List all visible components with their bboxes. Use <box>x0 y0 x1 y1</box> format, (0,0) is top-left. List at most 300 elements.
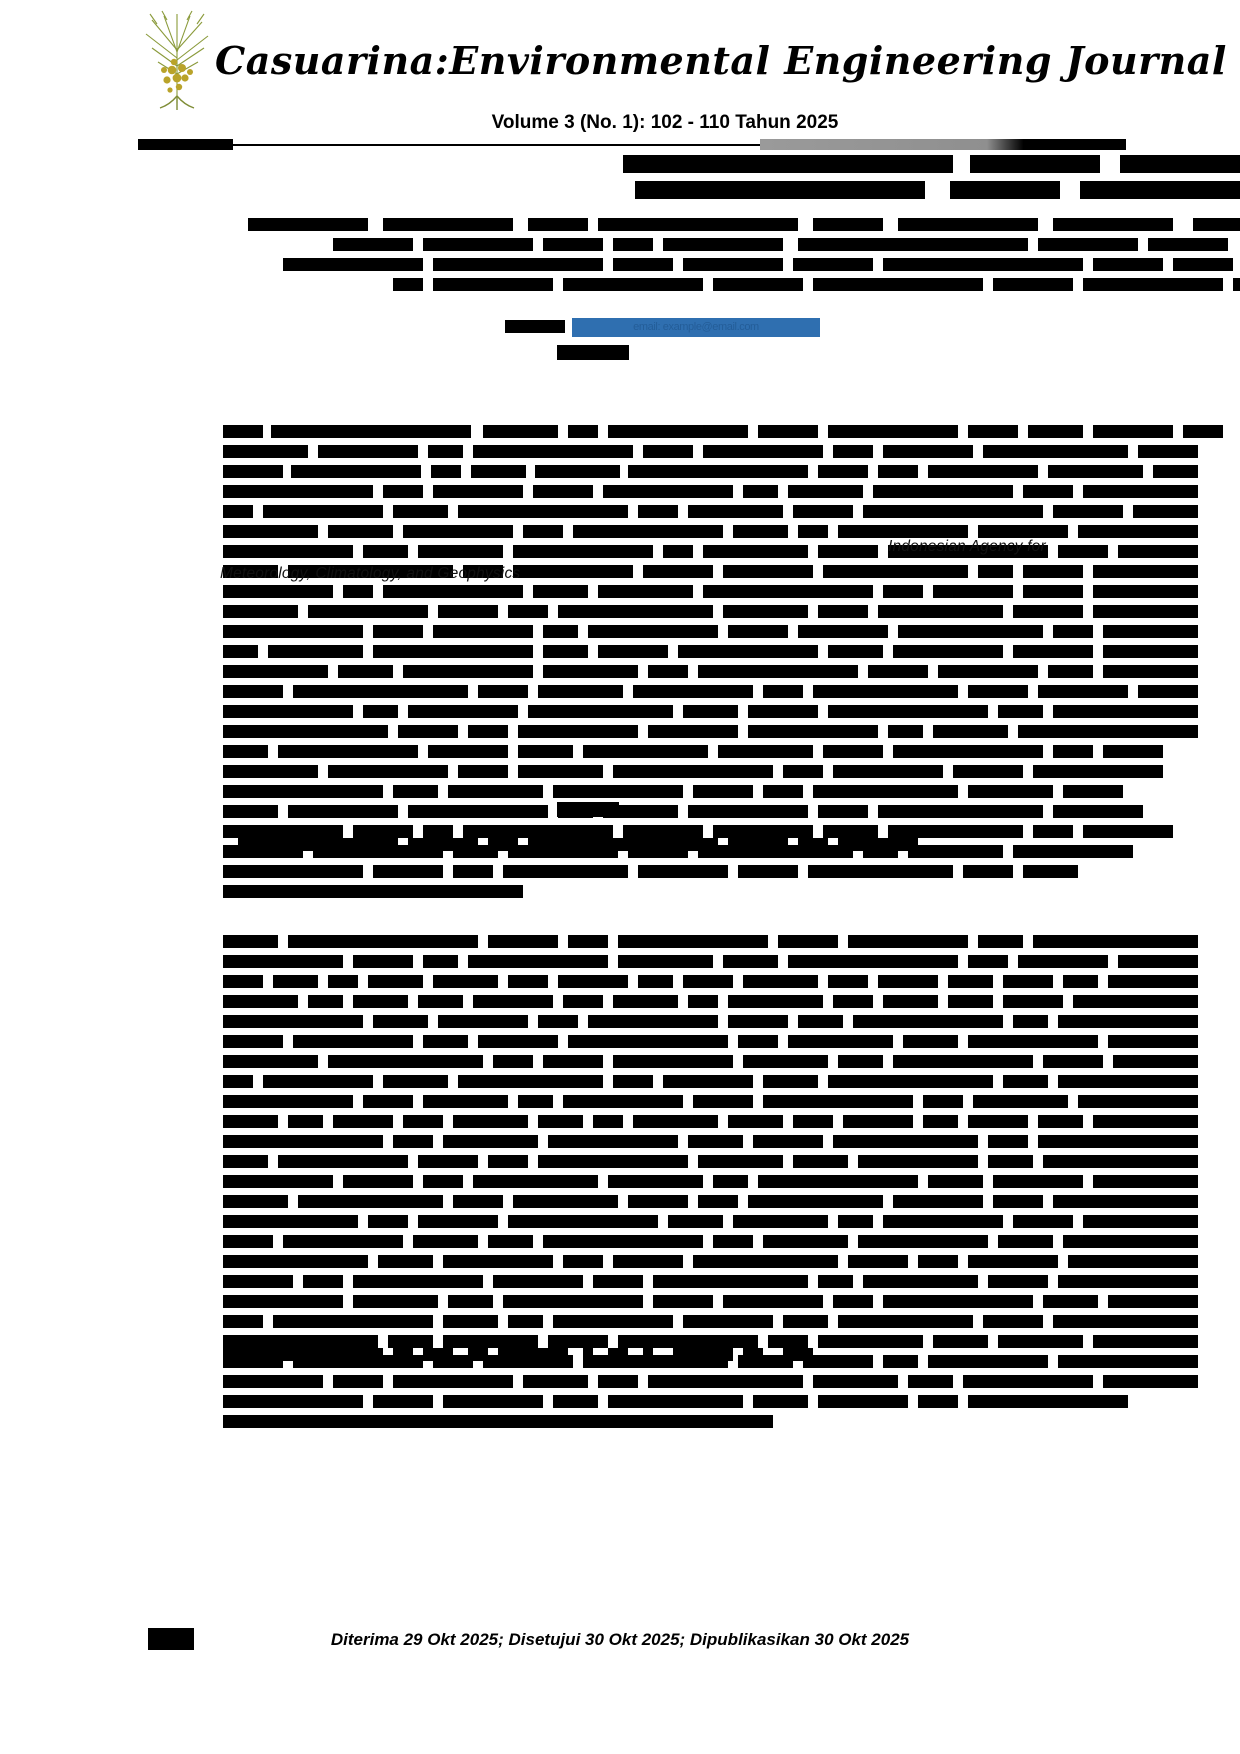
redacted-word <box>1038 238 1138 251</box>
redacted-word <box>723 955 778 968</box>
redacted-word <box>623 155 953 173</box>
redacted-word <box>543 238 603 251</box>
redacted-word <box>748 705 818 718</box>
redacted-word <box>613 1255 683 1268</box>
redacted-word <box>223 995 298 1008</box>
redacted-line <box>223 1395 1088 1408</box>
redacted-word <box>598 1375 638 1388</box>
redacted-word <box>535 465 620 478</box>
redacted-word <box>393 1135 433 1148</box>
redacted-word <box>923 1095 963 1108</box>
redacted-line <box>223 1135 1088 1148</box>
redacted-word <box>383 218 513 231</box>
redacted-word <box>613 995 678 1008</box>
redacted-line <box>223 1075 1088 1088</box>
redacted-word <box>733 525 788 538</box>
header-rule <box>0 138 1240 152</box>
redacted-word <box>423 825 453 838</box>
redacted-word <box>893 1055 1033 1068</box>
redacted-word <box>548 1335 608 1348</box>
redacted-word <box>433 975 498 988</box>
redacted-word <box>1028 425 1083 438</box>
redacted-word <box>543 1055 603 1068</box>
redacted-word <box>758 425 818 438</box>
redacted-word <box>223 1235 273 1248</box>
redacted-word <box>798 1015 843 1028</box>
redacted-word <box>223 1115 278 1128</box>
redacted-line <box>223 465 1088 478</box>
redacted-word <box>353 1295 438 1308</box>
redacted-word <box>1093 605 1198 618</box>
redacted-word <box>663 238 783 251</box>
redacted-word <box>618 935 768 948</box>
redacted-word <box>633 1115 718 1128</box>
redacted-word <box>763 785 803 798</box>
redacted-word <box>798 238 1028 251</box>
redacted-word <box>293 685 468 698</box>
redacted-word <box>833 1135 978 1148</box>
redacted-word <box>503 865 628 878</box>
redacted-word <box>970 155 1100 173</box>
redacted-line <box>223 1255 1088 1268</box>
redacted-word <box>813 1375 898 1388</box>
redacted-word <box>468 955 608 968</box>
redacted-word <box>271 425 471 438</box>
redacted-word <box>1063 785 1123 798</box>
redacted-word <box>431 465 461 478</box>
redacted-word <box>573 525 723 538</box>
redacted-word <box>1038 1135 1198 1148</box>
redacted-word <box>438 1015 528 1028</box>
redacted-word <box>813 685 958 698</box>
redacted-word <box>223 1055 318 1068</box>
redacted-word <box>433 625 533 638</box>
redacted-word <box>458 1075 603 1088</box>
redacted-line <box>223 525 1088 538</box>
redacted-word <box>223 1195 288 1208</box>
redacted-word <box>223 1315 263 1328</box>
abstract-heading <box>557 345 629 360</box>
redacted-word <box>223 665 328 678</box>
redacted-word <box>893 645 1003 658</box>
redacted-word <box>783 1315 828 1328</box>
redacted-word <box>268 645 363 658</box>
redacted-word <box>223 1095 353 1108</box>
redacted-word <box>513 565 633 578</box>
redacted-word <box>828 425 958 438</box>
redacted-word <box>353 825 413 838</box>
redacted-word <box>638 975 673 988</box>
redacted-word <box>893 745 1043 758</box>
redacted-word <box>568 935 608 948</box>
redacted-word <box>1118 955 1198 968</box>
redacted-word <box>743 485 778 498</box>
redacted-word <box>543 625 578 638</box>
redacted-word <box>788 955 958 968</box>
redacted-word <box>453 865 493 878</box>
redacted-line <box>223 645 1088 658</box>
redacted-word <box>903 1035 958 1048</box>
redacted-word <box>638 505 678 518</box>
redacted-word <box>343 585 373 598</box>
redacted-word <box>633 685 753 698</box>
redacted-line <box>238 238 1068 251</box>
redacted-word <box>968 1035 1098 1048</box>
redacted-word <box>828 975 868 988</box>
redacted-word <box>403 665 533 678</box>
publication-dates: Diterima 29 Okt 2025; Disetujui 30 Okt 2025; Dipublikasikan 30 Okt 2025 <box>330 1630 910 1649</box>
redacted-word <box>813 785 958 798</box>
redacted-word <box>1138 445 1198 458</box>
redacted-word <box>1148 238 1228 251</box>
redacted-line <box>223 1348 923 1361</box>
header-rule-left-cap <box>138 139 233 150</box>
redacted-word <box>833 445 873 458</box>
redacted-word <box>948 975 993 988</box>
redacted-word <box>423 1095 508 1108</box>
redacted-word <box>668 1215 723 1228</box>
redacted-word <box>223 975 263 988</box>
redacted-word <box>728 625 788 638</box>
redacted-word <box>1018 955 1108 968</box>
redacted-word <box>263 1075 373 1088</box>
redacted-word <box>428 445 463 458</box>
redacted-word <box>373 865 443 878</box>
redacted-word <box>873 485 1013 498</box>
redacted-word <box>728 1015 788 1028</box>
redacted-word <box>1080 181 1240 199</box>
redacted-word <box>950 181 1060 199</box>
redacted-word <box>223 1415 773 1428</box>
redacted-word <box>1003 995 1063 1008</box>
redacted-word <box>223 505 253 518</box>
redacted-word <box>648 725 738 738</box>
redacted-word <box>518 765 603 778</box>
redacted-word <box>523 1375 588 1388</box>
header-rule-gradient <box>760 139 1126 150</box>
redacted-word <box>448 785 543 798</box>
redacted-word <box>1013 1215 1073 1228</box>
redacted-word <box>983 445 1128 458</box>
redacted-word <box>423 1348 453 1361</box>
redacted-word <box>1058 1355 1198 1368</box>
redacted-word <box>223 1335 378 1348</box>
redacted-line <box>223 445 1088 458</box>
redacted-word <box>223 485 373 498</box>
redacted-word <box>968 685 1028 698</box>
redacted-line <box>223 785 1088 798</box>
redacted-word <box>223 1155 268 1168</box>
redacted-word <box>818 1335 923 1348</box>
redacted-line <box>223 505 1088 518</box>
redacted-word <box>468 1348 488 1361</box>
redacted-word <box>508 605 548 618</box>
redacted-word <box>423 1035 468 1048</box>
redacted-word <box>968 1115 1028 1128</box>
redacted-word <box>838 525 968 538</box>
redacted-line <box>223 1375 1088 1388</box>
redacted-word <box>748 1195 883 1208</box>
redacted-line <box>238 218 1068 231</box>
redacted-word <box>1023 585 1083 598</box>
redacted-word <box>828 645 883 658</box>
redacted-word <box>488 838 518 851</box>
redacted-word <box>608 1175 703 1188</box>
redacted-word <box>518 725 638 738</box>
redacted-word <box>1120 155 1240 173</box>
redacted-word <box>493 1055 533 1068</box>
redacted-word <box>833 1295 873 1308</box>
redacted-word <box>1193 218 1240 231</box>
redacted-word <box>933 725 1008 738</box>
redacted-word <box>363 545 408 558</box>
redacted-word <box>403 1115 443 1128</box>
redacted-word <box>863 1275 978 1288</box>
redacted-word <box>1033 935 1198 948</box>
redacted-word <box>223 625 363 638</box>
redacted-word <box>838 1215 873 1228</box>
redacted-word <box>738 1035 778 1048</box>
article-title <box>390 155 910 207</box>
redacted-line <box>223 1095 1088 1108</box>
redacted-line <box>223 425 1088 438</box>
abstrak-heading <box>557 802 619 817</box>
redacted-word <box>723 565 813 578</box>
redacted-word <box>713 825 813 838</box>
redacted-word <box>998 705 1043 718</box>
redacted-word <box>478 685 528 698</box>
author-email-link[interactable] <box>572 318 820 337</box>
redacted-word <box>1108 975 1198 988</box>
redacted-word <box>563 995 603 1008</box>
redacted-word <box>998 1235 1053 1248</box>
redacted-word <box>443 1135 538 1148</box>
redacted-word <box>583 1348 593 1361</box>
redacted-word <box>883 1215 1003 1228</box>
redacted-word <box>635 181 925 199</box>
redacted-word <box>693 1095 753 1108</box>
redacted-word <box>223 465 283 478</box>
redacted-word <box>733 1215 828 1228</box>
redacted-word <box>848 935 968 948</box>
redacted-word <box>438 605 498 618</box>
redacted-word <box>768 1335 808 1348</box>
redacted-word <box>223 1395 363 1408</box>
redacted-word <box>283 1235 403 1248</box>
redacted-word <box>383 585 523 598</box>
redacted-word <box>343 1175 413 1188</box>
redacted-word <box>723 605 808 618</box>
redacted-word <box>1083 1215 1198 1228</box>
redacted-word <box>823 565 968 578</box>
redacted-word <box>588 1015 718 1028</box>
redacted-word <box>1103 745 1163 758</box>
redacted-word <box>703 585 873 598</box>
redacted-word <box>713 1175 748 1188</box>
redacted-word <box>783 1348 813 1361</box>
redacted-word <box>928 1355 1048 1368</box>
redacted-line <box>223 805 1088 818</box>
redacted-word <box>223 1015 363 1028</box>
redacted-word <box>418 1215 498 1228</box>
redacted-word <box>823 825 878 838</box>
redacted-word <box>928 465 1038 478</box>
redacted-word <box>1083 825 1173 838</box>
redacted-word <box>278 745 418 758</box>
redacted-word <box>653 1295 713 1308</box>
redacted-word <box>223 955 343 968</box>
redacted-word <box>558 975 628 988</box>
redacted-word <box>613 1075 653 1088</box>
redacted-word <box>423 955 458 968</box>
redacted-word <box>538 1155 688 1168</box>
redacted-word <box>1153 465 1198 478</box>
redacted-word <box>693 785 753 798</box>
redacted-word <box>748 725 878 738</box>
redacted-word <box>508 1315 543 1328</box>
redacted-word <box>1058 1075 1198 1088</box>
visible-phrase-bmkg: Meteorology, Climatology, and Geophysics <box>220 565 521 582</box>
redacted-word <box>393 1375 513 1388</box>
redacted-word <box>938 665 1038 678</box>
redacted-line <box>223 1235 1088 1248</box>
redacted-word <box>223 765 318 778</box>
redacted-word <box>523 525 563 538</box>
redacted-word <box>743 975 818 988</box>
redacted-word <box>798 625 888 638</box>
redacted-line <box>223 1275 1088 1288</box>
redacted-word <box>528 838 718 851</box>
redacted-word <box>1043 1155 1198 1168</box>
redacted-word <box>223 1375 323 1388</box>
redacted-word <box>223 1175 333 1188</box>
redacted-word <box>443 1255 553 1268</box>
redacted-word <box>798 525 828 538</box>
redacted-word <box>513 1195 618 1208</box>
redacted-word <box>543 665 638 678</box>
redacted-word <box>643 445 693 458</box>
redacted-word <box>823 745 883 758</box>
redacted-word <box>1093 1335 1198 1348</box>
redacted-word <box>223 1075 253 1088</box>
redacted-word <box>618 1335 758 1348</box>
redacted-word <box>1108 1035 1198 1048</box>
redacted-word <box>223 605 298 618</box>
redacted-word <box>858 1235 988 1248</box>
redacted-line <box>223 1315 1088 1328</box>
redacted-word <box>1033 825 1073 838</box>
redacted-word <box>493 1275 583 1288</box>
redacted-word <box>278 1155 408 1168</box>
redacted-word <box>488 935 558 948</box>
redacted-word <box>223 825 343 838</box>
redacted-word <box>533 585 588 598</box>
redacted-line <box>223 1175 1088 1188</box>
redacted-word <box>763 685 803 698</box>
redacted-word <box>898 218 1038 231</box>
redacted-word <box>1138 685 1198 698</box>
redacted-word <box>328 765 448 778</box>
redacted-line <box>223 995 1088 1008</box>
redacted-word <box>505 320 565 333</box>
redacted-word <box>988 1135 1028 1148</box>
redacted-word <box>728 1115 783 1128</box>
redacted-word <box>968 1255 1058 1268</box>
redacted-word <box>728 838 788 851</box>
redacted-word <box>863 505 1043 518</box>
redacted-line <box>390 181 910 199</box>
redacted-word <box>818 545 878 558</box>
redacted-word <box>608 1395 743 1408</box>
redacted-line <box>238 278 1068 291</box>
redacted-word <box>408 705 518 718</box>
redacted-word <box>418 1155 478 1168</box>
redacted-word <box>353 955 413 968</box>
redacted-word <box>653 1275 808 1288</box>
redacted-word <box>613 765 773 778</box>
redacted-word <box>933 1335 988 1348</box>
redacted-word <box>223 685 283 698</box>
redacted-line <box>223 665 1088 678</box>
redacted-word <box>1018 725 1198 738</box>
redacted-word <box>1078 1095 1198 1108</box>
redacted-word <box>948 995 993 1008</box>
redacted-word <box>288 1115 323 1128</box>
redacted-line <box>223 865 1088 878</box>
redacted-word <box>458 765 508 778</box>
redacted-word <box>1043 1055 1103 1068</box>
redacted-line <box>223 625 1088 638</box>
redacted-line <box>223 975 1088 988</box>
redacted-word <box>683 1315 773 1328</box>
redacted-word <box>283 258 423 271</box>
redacted-word <box>1048 465 1143 478</box>
redacted-word <box>833 995 873 1008</box>
redacted-word <box>793 258 873 271</box>
redacted-word <box>858 1155 978 1168</box>
redacted-word <box>998 1335 1083 1348</box>
redacted-word <box>968 955 1008 968</box>
redacted-word <box>593 1275 643 1288</box>
redacted-word <box>608 1348 628 1361</box>
redacted-word <box>353 1275 483 1288</box>
redacted-word <box>1073 995 1198 1008</box>
redacted-word <box>813 278 983 291</box>
redacted-word <box>683 258 783 271</box>
redacted-word <box>248 218 368 231</box>
redacted-word <box>1183 425 1223 438</box>
redacted-word <box>978 935 1023 948</box>
redacted-word <box>1093 258 1163 271</box>
redacted-word <box>763 1075 818 1088</box>
redacted-word <box>223 1348 383 1361</box>
redacted-word <box>553 1315 673 1328</box>
redacted-word <box>608 425 748 438</box>
redacted-line <box>223 955 1088 968</box>
redacted-word <box>878 805 1043 818</box>
redacted-line <box>390 155 910 173</box>
redacted-line <box>223 765 1088 778</box>
redacted-word <box>713 278 803 291</box>
redacted-word <box>988 1155 1033 1168</box>
redacted-word <box>663 1075 753 1088</box>
redacted-word <box>328 1055 483 1068</box>
redacted-word <box>978 525 1068 538</box>
redacted-word <box>443 1335 538 1348</box>
redacted-word <box>1013 845 1133 858</box>
redacted-word <box>828 1075 993 1088</box>
redacted-word <box>1103 625 1198 638</box>
